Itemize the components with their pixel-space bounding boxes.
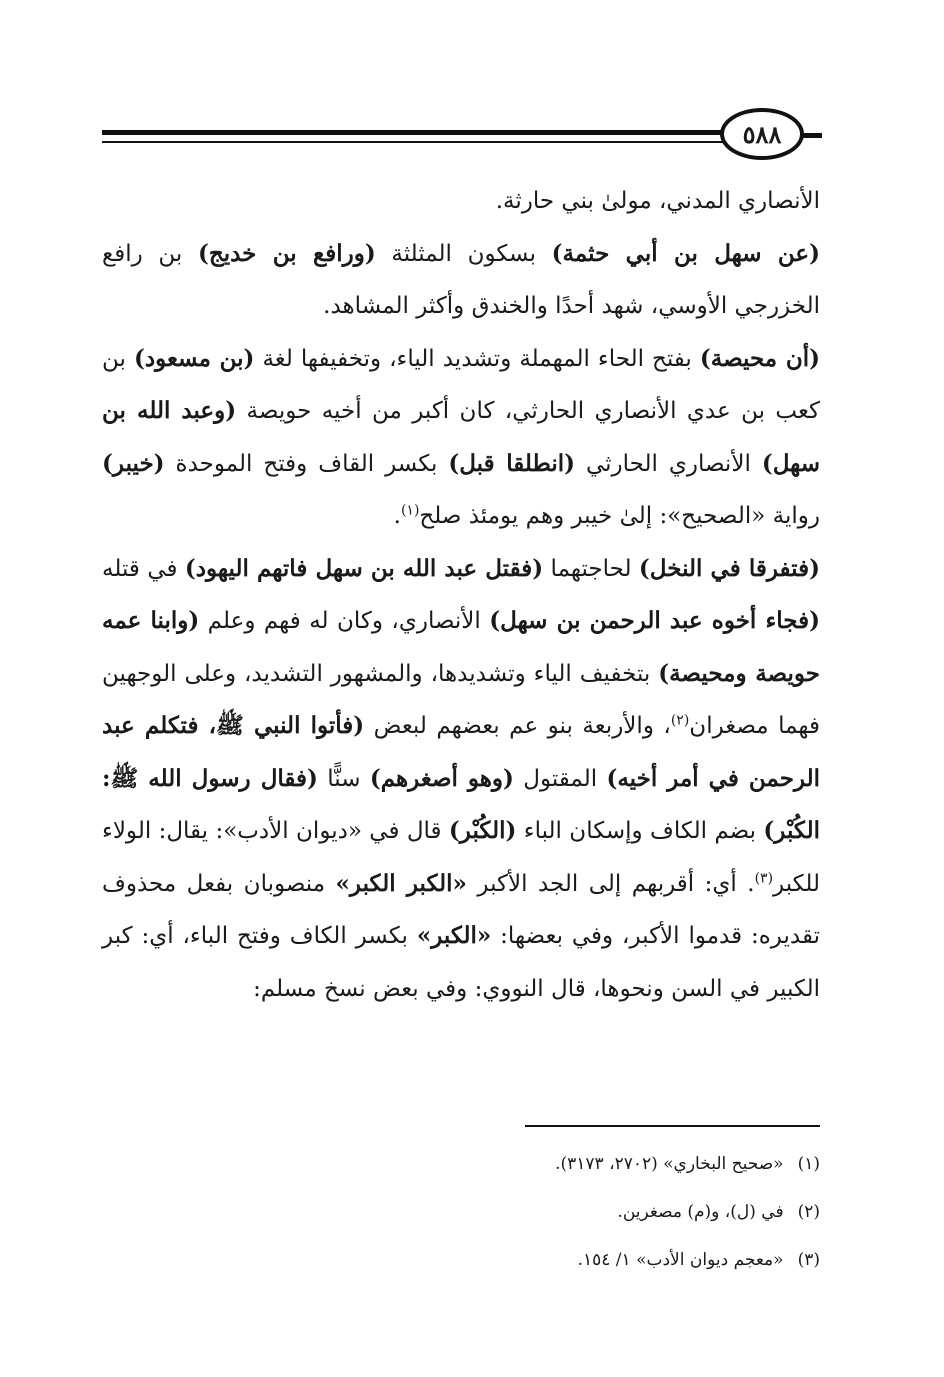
text-run: . أي: أقربهم إلى الجد الأكبر [466, 870, 755, 897]
text-run: بن كعب بن عدي الأنصاري الحارثي، كان أكبر من أخيه حويصة [102, 345, 821, 424]
header-rule-thin [102, 141, 727, 143]
text-run: الأنصاري الحارثي [575, 450, 762, 477]
footnote-ref: (١) [400, 502, 420, 519]
text-run: الأنصاري المدني، مولىٰ بني حارثة. [495, 188, 820, 214]
quoted-text: (فجاء أخوه عبد الرحمن بن سهل) [489, 607, 820, 634]
text-run: في قتله [102, 555, 185, 582]
text-run: بفتح الحاء المهملة وتشديد الياء، وتخفيفها لغة [254, 345, 700, 372]
paragraph [102, 333, 820, 543]
paragraph [102, 175, 820, 228]
text-run: رواية «الصحيح»: إلىٰ خيبر وهم يومئذ صلح [419, 503, 820, 529]
footnote-number: (٣) [797, 1250, 820, 1270]
footnote-text: في (ل)، و(م) مصغرين. [617, 1202, 784, 1222]
page-number: ٥٨٨ [720, 108, 804, 160]
footnote [102, 1236, 820, 1284]
footnote [102, 1140, 820, 1188]
quoted-text: (عن سهل بن أبي حثمة) [551, 239, 820, 267]
text-run: . [393, 503, 401, 529]
text-run: بن رافع الخزرجي الأوسي، شهد أحدًا والخندق وأكثر المشاهد. [102, 240, 820, 319]
quoted-text: (انطلقا قبل) [448, 449, 576, 477]
body-text [102, 175, 820, 1015]
header-rule-right [802, 133, 822, 138]
footnote-text: «معجم ديوان الأدب» ١/ ١٥٤. [577, 1250, 784, 1270]
footnote [102, 1188, 820, 1236]
header-rule-thick [102, 130, 727, 135]
footnote-text: «صحيح البخاري» (٢٧٠٢، ٣١٧٣). [555, 1154, 784, 1174]
quoted-text: (وهو أصغرهم) [369, 764, 514, 792]
footnote-ref: (٣) [754, 869, 774, 886]
text-run: بتخفيف الياء وتشديدها، والمشهور التشديد، وعلى الوجهين فهما مصغران [102, 660, 821, 739]
quoted-text: (فتفرقا في النخل) [638, 554, 820, 582]
text-run: بكسر الكاف وفتح الباء، أي: كبر الكبير في السن ونحوها، قال النووي: وفي بعض نسخ مسلم: [102, 923, 820, 1002]
text-run: المقتول [513, 765, 607, 792]
footnotes [102, 1140, 820, 1284]
quoted-text: (فقتل عبد الله بن سهل فاتهم اليهود) [184, 554, 544, 582]
text-run: قال في «ديوان الأدب»: يقال: الولاء للكبر [102, 818, 821, 897]
text-run: الأنصاري، وكان له فهم وعلم [199, 608, 490, 634]
quoted-text: (الكُبْر) [448, 817, 517, 844]
text-run: سنًّا [317, 765, 370, 792]
quoted-text: (بن مسعود) [133, 344, 255, 372]
text-run: بضم الكاف وإسكان الباء [516, 818, 764, 844]
paragraph [102, 228, 820, 333]
quoted-text: «الكبر الكبر» [335, 869, 467, 897]
quoted-text: (فقال رسول الله ﷺ: الكُبْر) [102, 764, 820, 844]
footnote-separator [525, 1125, 820, 1127]
quoted-text: (فأتوا النبي ﷺ، فتكلم عبد الرحمن في أمر أخيه) [102, 712, 820, 792]
footnote-number: (٢) [797, 1202, 820, 1222]
text-run: ، والأربعة بنو عم بعضهم لبعض [364, 713, 671, 739]
quoted-text: (وابنا عمه حويصة ومحيصة) [102, 607, 820, 687]
text-run: منصوبان بفعل محذوف تقديره: قدموا الأكبر، وفي بعضها: [102, 870, 820, 949]
text-run: بكسر القاف وفتح الموحدة [164, 450, 449, 477]
quoted-text: (خيبر) [102, 449, 165, 477]
paragraph [102, 543, 820, 1016]
quoted-text: (وعبد الله بن سهل) [102, 397, 820, 477]
text-run: بسكون المثلثة [375, 240, 552, 267]
text-run: لحاجتهما [543, 555, 639, 582]
footnote-number: (١) [797, 1154, 820, 1174]
footnote-ref: (٢) [670, 712, 690, 729]
quoted-text: «الكبر» [416, 922, 492, 949]
page-header [102, 108, 822, 158]
quoted-text: (ورافع بن خديج) [197, 239, 376, 267]
quoted-text: (أن محيصة) [699, 344, 821, 372]
